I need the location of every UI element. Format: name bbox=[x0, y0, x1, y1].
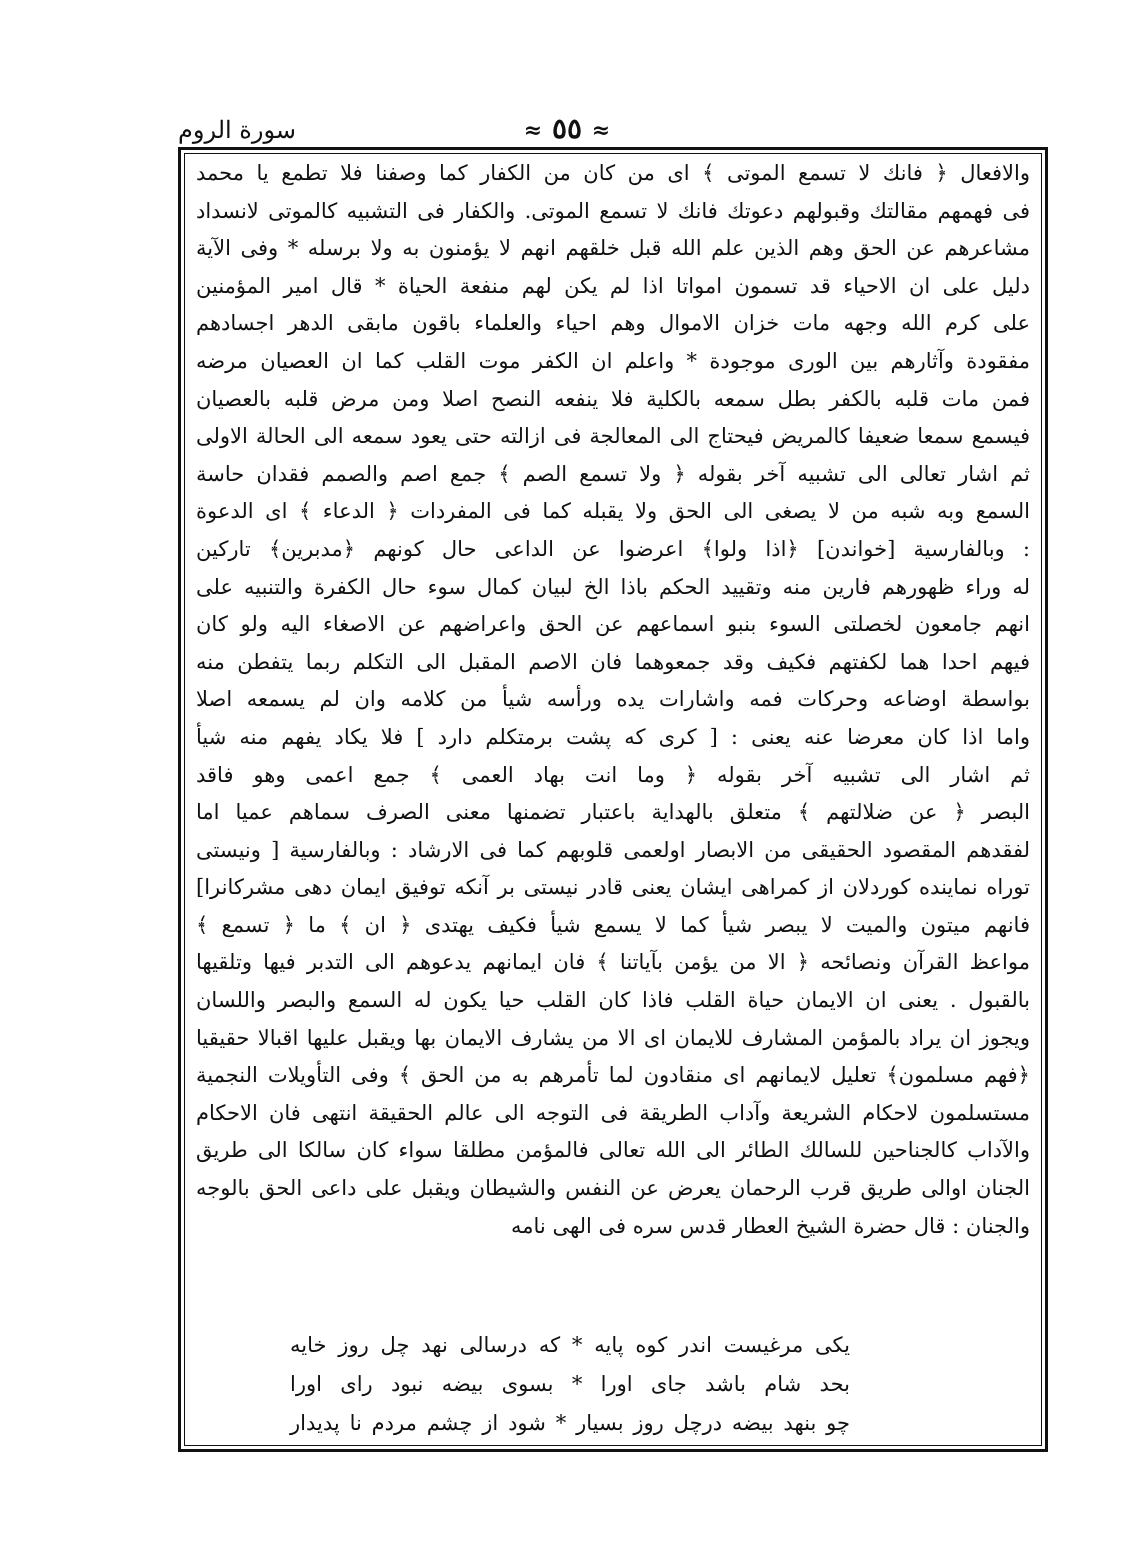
text-line: له وراء ظهورهم فارين منه وتقييد الحكم باذا الخ لبيان كمال سوء حال الكفرة والتنبيه على bbox=[196, 574, 1030, 599]
text-line: فيهم احدا هما لكفتهم فكيف وقد جمعوهما فان الاصم المقبل الى التكلم ربما يتفطن منه bbox=[196, 649, 1030, 674]
text-line: ﴿فهم مسلمون﴾ تعليل لايمانهم اى منقادون لما تأمرهم به من الحق ﴾ وفى التأويلات النجمية bbox=[196, 1063, 1030, 1088]
text-line: البصر ﴿ عن ضلالتهم ﴾ متعلق بالهداية باعتبار تضمنها معنى الصرف سماهم عميا اما bbox=[196, 800, 1030, 825]
text-line: السمع وبه شبه من لا يصغى الى الحق ولا يقبله كما فى المفردات ﴿ الدعاء ﴾ اى الدعوة bbox=[196, 499, 1030, 524]
text-line: ثم اشار الى تشبيه آخر بقوله ﴿ وما انت بهاد العمى ﴾ جمع اعمى وهو فاقد bbox=[196, 762, 1030, 787]
verse-line: بحد شام باشد جاى اورا * بسوى بيضه نبود راى اورا bbox=[290, 1372, 850, 1396]
ornament-right-icon: ≈ bbox=[591, 117, 611, 144]
text-line: مفقودة وآثارهم بين الورى موجودة * واعلم ان الكفر موت القلب كما ان العصيان مرضه bbox=[196, 348, 1030, 373]
text-line: الجنان اوالى طريق قرب الرحمان يعرض عن النفس والشيطان ويقبل على داعى الحق بالوجه bbox=[196, 1176, 1030, 1201]
text-line: واما اذا كان معرضا عنه يعنى : [ كرى كه پشت برمتكلم دارد ] فلا يكاد يفهم منه شيأ bbox=[196, 724, 1030, 749]
text-line: والآداب كالجناحين للسالك الطائر الى الله تعالى فالمؤمن مطلقا سواء كان سالكا الى طريق bbox=[196, 1138, 1030, 1163]
ornament-left-icon: ≈ bbox=[523, 117, 543, 144]
running-header-surah-name: سورة الروم bbox=[178, 116, 296, 144]
poetry-verses bbox=[290, 1326, 850, 1443]
text-line: ثم اشار تعالى الى تشبيه آخر بقوله ﴿ ولا تسمع الصم ﴾ جمع اصم والصمم فقدان حاسة bbox=[196, 461, 1030, 486]
text-line: مواعظ القرآن ونصائحه ﴿ الا من يؤمن بآياتنا ﴾ فان ايمانهم يدعوهم الى التدبر فيها وتلقيها bbox=[196, 950, 1030, 975]
text-line: ويجوز ان يراد بالمؤمن المشارف للايمان اى الا من يشارف الايمان بها ويقبل عليها اقبالا حقيقيا bbox=[196, 1025, 1030, 1050]
text-line: لفقدهم المقصود الحقيقى من الابصار اولعمى قلوبهم كما فى الارشاد : وبالفارسية [ ونيستى bbox=[196, 837, 1030, 862]
verse-line: يكى مرغيست اندر كوه پايه * كه درسالى نهد چل روز خايه bbox=[290, 1333, 850, 1357]
text-line: فانهم ميتون والميت لا يبصر شيأ كما لا يسمع شيأ فكيف يهتدى ﴿ ان ﴾ ما ﴿ تسمع ﴾ bbox=[196, 912, 1030, 937]
text-line: مشاعرهم عن الحق وهم الذين علم الله قبل خلقهم انهم لا يؤمنون به ولا برسله * وفى الآية bbox=[196, 236, 1030, 261]
text-line: فى فهمهم مقالتك وقبولهم دعوتك فانك لا تسمع الموتى. والكفار فى التشبيه كالموتى لانسداد bbox=[196, 198, 1030, 223]
text-line: مستسلمون لاحكام الشريعة وآداب الطريقة فى التوجه الى عالم الحقيقة انتهى فان الاحكام bbox=[196, 1100, 1030, 1125]
text-line: بواسطة اوضاعه وحركات فمه واشارات يده ورأسه شيأ من كلامه وان لم يسمعه اصلا bbox=[196, 687, 1030, 712]
text-line: دليل على ان الاحياء قد تسمون امواتا اذا لم يكن لهم منفعة الحياة * قال امير المؤمنين bbox=[196, 273, 1030, 298]
text-line: : وبالفارسية [خواندن] ﴿اذا ولوا﴾ اعرضوا عن الداعى حال كونهم ﴿مدبرين﴾ تاركين bbox=[196, 536, 1030, 561]
text-line: والجنان : قال حضرة الشيخ العطار قدس سره فى الهى نامه bbox=[511, 1213, 1030, 1238]
verse-line: چو بنهد بيضه درچل روز بسيار * شود از چشم مردم نا پديدار bbox=[290, 1411, 850, 1435]
commentary-text bbox=[196, 155, 1030, 1245]
text-line: فيسمع سمعا ضعيفا كالمريض فيحتاج الى المعالجة فى ازالته حتى يعود سمعه الى الحالة الاولى bbox=[196, 424, 1030, 449]
text-line: انهم جامعون لخصلتى السوء بنبو اسماعهم عن الحق واعراضهم عن الاصغاء اليه ولو كان bbox=[196, 612, 1030, 637]
text-line: والافعال ﴿ فانك لا تسمع الموتى ﴾ اى من كان من الكفار كما وصفنا فلا تطمع يا محمد bbox=[196, 161, 1030, 185]
text-line: توراه نماينده كوردلان از كمراهى ايشان يعنى قادر نيستى بر آنكه توفيق ايمان دهى مشركانرا] bbox=[196, 875, 1030, 900]
text-line: بالقبول . يعنى ان الايمان حياة القلب فاذا كان القلب حيا يكون له السمع والبصر واللسان bbox=[196, 988, 1030, 1013]
page-number-value: ٥٥ bbox=[551, 112, 583, 145]
text-line: فمن مات قلبه بالكفر بطل سمعه بالكلية فلا ينفعه النصح اصلا ومن مرض قلبه بالعصيان bbox=[196, 386, 1030, 411]
text-line: على كرم الله وجهه مات خزان الاموال وهم احياء والعلماء باقون مابقى الدهر اجسادهم bbox=[196, 311, 1030, 336]
page-number bbox=[512, 112, 622, 145]
